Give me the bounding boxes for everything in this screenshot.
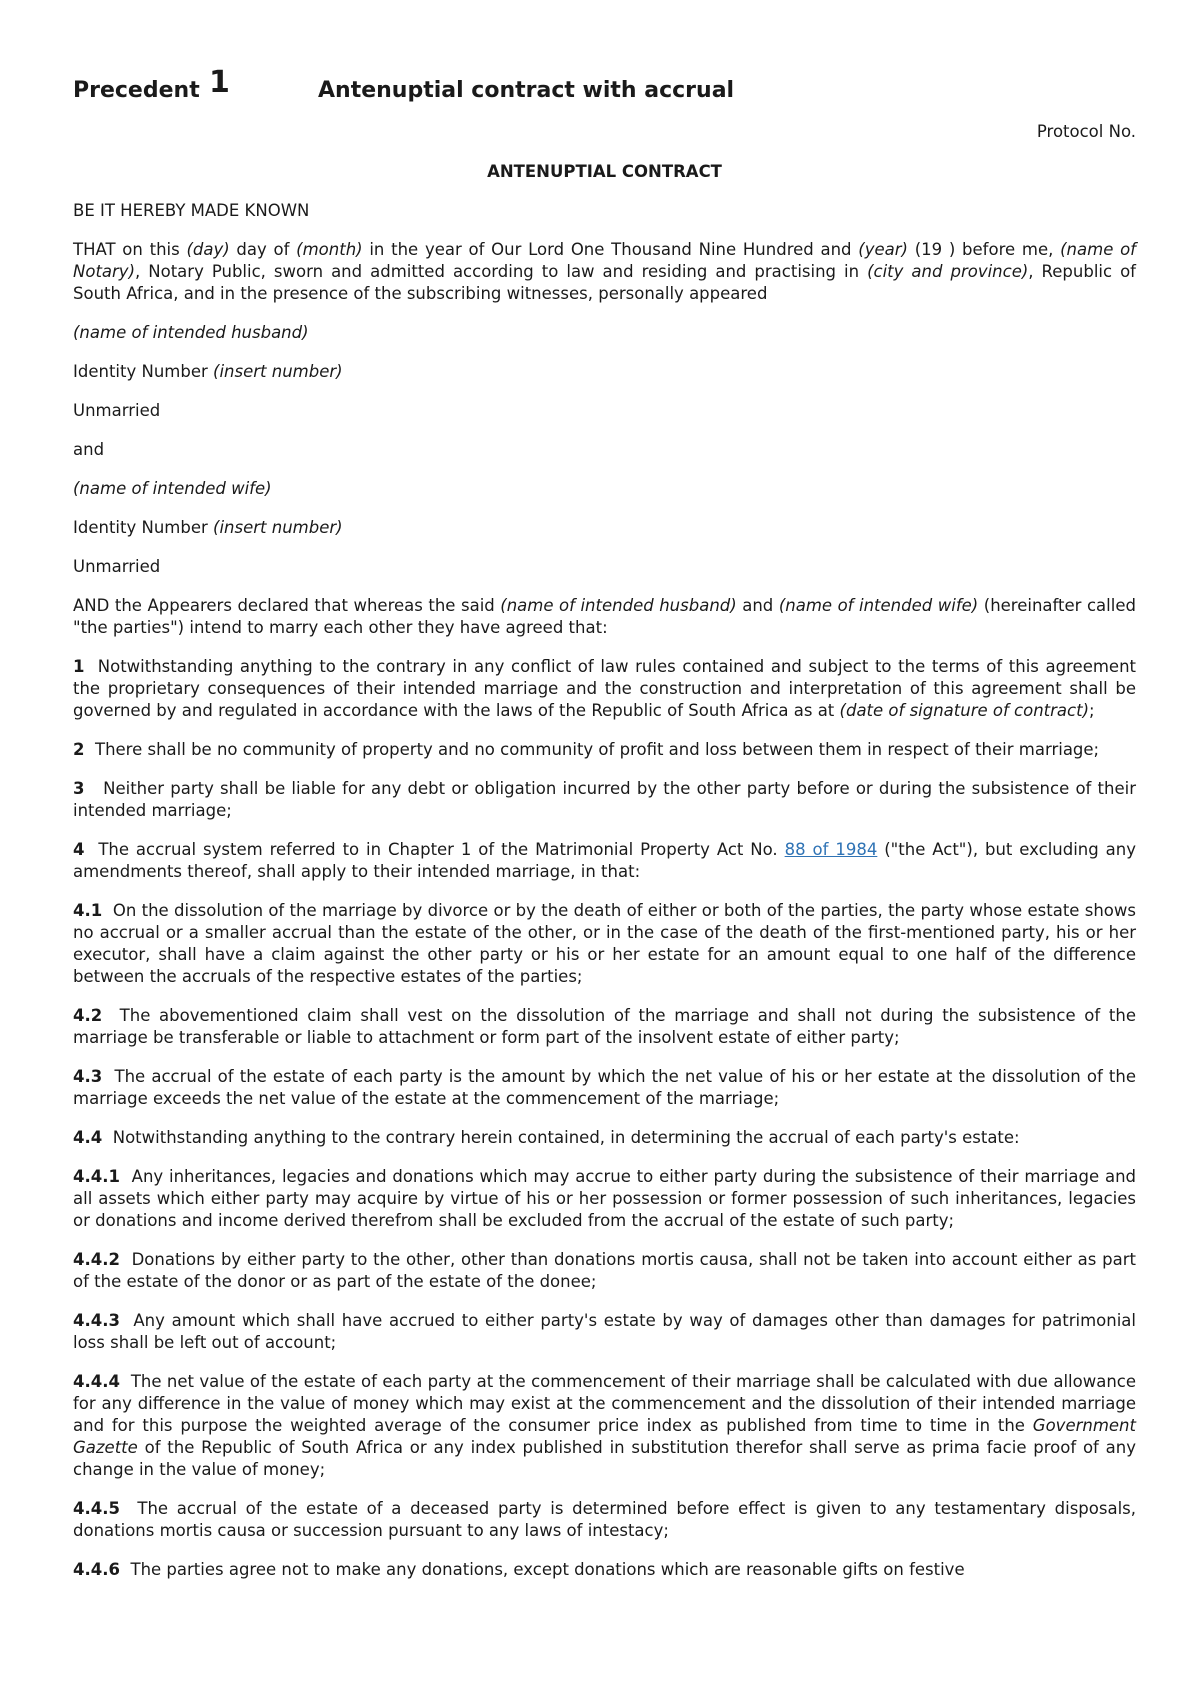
- wife-name: [73, 478, 1136, 500]
- date-placeholder: (date of signature of contract): [839, 701, 1090, 720]
- declared-text: AND the Appearers declared that whereas the said: [73, 596, 501, 615]
- clause-number: 4.4: [73, 1128, 103, 1147]
- clause-text: The accrual system referred to in Chapter 1 of the Matrimonial Property Act No.: [98, 840, 785, 859]
- id-label: Identity Number: [73, 362, 214, 381]
- clause-number: 4.1: [73, 901, 103, 920]
- clause-text: The accrual of the estate of each party is the amount by which the net value of his or her estate at the dissolution of the marriage exceeds the net value of the estate at the commencement of the marriage;: [73, 1067, 1136, 1108]
- clause-text: The abovementioned claim shall vest on the dissolution of the marriage and shall not during the subsistence of the marriage be transferable or liable to attachment or form part of the insolvent estate of either party;: [73, 1006, 1136, 1047]
- clause-text: Any amount which shall have accrued to either party's estate by way of damages other than damages for patrimonial loss shall be left out of account;: [73, 1311, 1136, 1352]
- clause-number: 4.4.2: [73, 1250, 120, 1269]
- clause-text: Neither party shall be liable for any debt or obligation incurred by the other party before or during the subsistence of their intended marriage;: [73, 779, 1136, 820]
- and-line: and: [73, 440, 105, 459]
- husband-id: [73, 361, 1136, 383]
- declared-paragraph: [73, 595, 1136, 639]
- clause-text: Any inheritances, legacies and donations which may accrue to either party during the subsistence of their marriage and all assets which either party may acquire by virtue of his or her possession or former possession of such inheritances, legacies or donations and income derived therefrom shall be excluded from the accrual of the estate of such party;: [73, 1167, 1136, 1230]
- clause-number: 1: [73, 657, 85, 676]
- gazette-title: Government Gazette: [73, 1416, 1136, 1457]
- clause-4-2: [73, 1005, 1136, 1049]
- day-placeholder: (day): [186, 240, 230, 259]
- clause-2: [73, 739, 1136, 761]
- clause-text: The parties agree not to make any donations, except donations which are reasonable gifts on festive: [130, 1560, 965, 1579]
- clause-number: 4.4.4: [73, 1372, 120, 1391]
- wife-status: Unmarried: [73, 557, 161, 576]
- id-placeholder: (insert number): [213, 518, 343, 537]
- clause-text: On the dissolution of the marriage by divorce or by the death of either or both of the parties, the party whose estate shows no accrual or a smaller accrual than the estate of the other, or in the case of the death of the first-mentioned party, his or her executor, shall have a claim against the other party or his or her estate for an amount equal to one half of the difference between the accruals of the respective estates of the parties;: [73, 901, 1136, 986]
- clause-text: The net value of the estate of each party at the commencement of their marriage shall be calculated with due allowance for any difference in the value of money which may exist at the commencement and the dissolution of their intended marriage and for this purpose the weighted average of the consumer price index as published from time to time in the: [73, 1372, 1136, 1435]
- precedent-label: Precedent: [73, 78, 200, 103]
- clause-number: 4.2: [73, 1006, 103, 1025]
- document-body: [73, 121, 1136, 1598]
- clause-4-4-5: [73, 1498, 1136, 1542]
- intro-text: day of: [229, 240, 297, 259]
- clause-4-4-1: [73, 1166, 1136, 1232]
- declared-text: (hereinafter called "the parties") intend to marry each other they have agreed that:: [73, 596, 1136, 637]
- made-known-line: BE IT HEREBY MADE KNOWN: [73, 201, 310, 220]
- clause-4-3: [73, 1066, 1136, 1110]
- city-placeholder: (city and province): [867, 262, 1029, 281]
- notary-placeholder: (name of Notary): [73, 240, 1136, 281]
- declared-text: and: [736, 596, 779, 615]
- clause-3: [73, 778, 1136, 822]
- wife-placeholder: (name of intended wife): [778, 596, 979, 615]
- intro-text: in the year of Our Lord One Thousand Nine Hundred and: [362, 240, 859, 259]
- clause-text: of the Republic of South Africa or any index published in substitution therefor shall serve as prima facie proof of any change in the value of money;: [73, 1438, 1136, 1479]
- clause-number: 4.4.3: [73, 1311, 120, 1330]
- clause-number: 4.4.1: [73, 1167, 120, 1186]
- clause-1: [73, 656, 1136, 722]
- clause-number: 4.4.5: [73, 1499, 120, 1518]
- protocol-number: Protocol No.: [1036, 122, 1136, 141]
- husband-placeholder: (name of intended husband): [500, 596, 737, 615]
- clause-text: ;: [1089, 701, 1095, 720]
- id-label: Identity Number: [73, 518, 214, 537]
- wife-id: [73, 517, 1136, 539]
- clause-4-4-4: [73, 1371, 1136, 1481]
- clause-text: There shall be no community of property and no community of profit and loss between them in respect of their marriage;: [94, 740, 1100, 759]
- clause-4-4-2: [73, 1249, 1136, 1293]
- intro-paragraph: [73, 239, 1136, 305]
- clause-text: Notwithstanding anything to the contrary in any conflict of law rules contained and subject to the terms of this agreement the proprietary consequences of their intended marriage and the construction and interpretation of this agreement shall be governed by and regulated in accordance with the laws of the Republic of South Africa as at: [73, 657, 1136, 720]
- clause-4: [73, 839, 1136, 883]
- clause-number: 4.4.6: [73, 1560, 120, 1579]
- husband-name: [73, 322, 1136, 344]
- clause-text: ("the Act"), but excluding any amendments thereof, shall apply to their intended marriage, in that:: [73, 840, 1136, 881]
- month-placeholder: (month): [296, 240, 363, 259]
- intro-text: , Notary Public, sworn and admitted according to law and residing and practising in: [135, 262, 868, 281]
- wife-name-placeholder: (name of intended wife): [73, 479, 272, 498]
- clause-text: The accrual of the estate of a deceased party is determined before effect is given to any testamentary disposals, donations mortis causa or succession pursuant to any laws of intestacy;: [73, 1499, 1136, 1540]
- husband-name-placeholder: (name of intended husband): [73, 323, 309, 342]
- clause-number: 4.3: [73, 1067, 103, 1086]
- clause-text: Donations by either party to the other, other than donations mortis causa, shall not be taken into account either as part of the estate of the donor or as part of the estate of the donee;: [73, 1250, 1136, 1291]
- clause-4-4-3: [73, 1310, 1136, 1354]
- clause-number: 4: [73, 840, 85, 859]
- clause-4-1: [73, 900, 1136, 988]
- id-placeholder: (insert number): [213, 362, 343, 381]
- clause-text: Notwithstanding anything to the contrary herein contained, in determining the accrual of each party's estate:: [112, 1128, 1020, 1147]
- act-reference-link[interactable]: 88 of 1984: [784, 840, 878, 859]
- clause-4-4: [73, 1127, 1136, 1149]
- precedent-title: Antenuptial contract with accrual: [318, 78, 735, 103]
- intro-text: , Republic of South Africa, and in the presence of the subscribing witnesses, personally appeared: [73, 262, 1136, 303]
- document-title: ANTENUPTIAL CONTRACT: [487, 162, 722, 181]
- intro-text: (19 ) before me,: [907, 240, 1061, 259]
- clause-number: 3: [73, 779, 85, 798]
- intro-text: THAT on this: [73, 240, 187, 259]
- precedent-heading: [73, 65, 1136, 112]
- year-placeholder: (year): [858, 240, 908, 259]
- precedent-number: 1: [209, 65, 230, 100]
- clause-4-4-6: [73, 1559, 1136, 1581]
- clause-number: 2: [73, 740, 85, 759]
- husband-status: Unmarried: [73, 401, 161, 420]
